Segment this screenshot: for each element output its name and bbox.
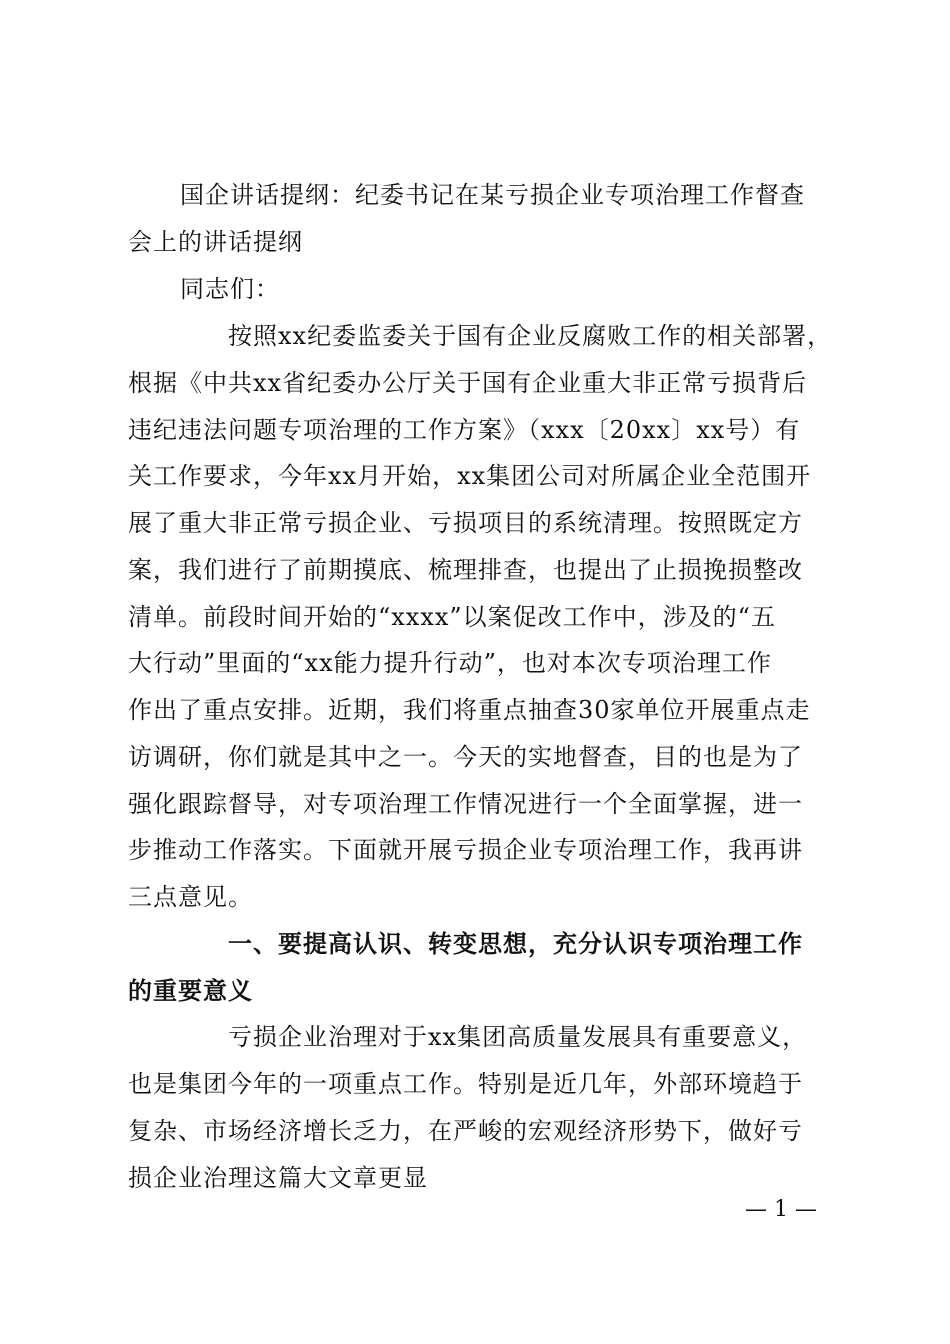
paragraph-1-line-7: 清单。前段时间开始的“xxxx”以案促改工作中，涉及的“五 — [128, 603, 776, 631]
paragraph-1-line-10: 访调研，你们就是其中之一。今天的实地督查，目的也是为了 — [128, 743, 803, 771]
paragraph-1-line-5: 展了重大非正常亏损企业、亏损项目的系统清理。按照既定方 — [128, 509, 803, 537]
paragraph-2-line-1: 亏损企业治理对于xx集团高质量发展具有重要意义， — [228, 1023, 808, 1051]
section-heading-line-1: 一、要提高认识、转变思想，充分认识专项治理工作 — [228, 929, 803, 958]
page-number: — 1 — — [745, 1197, 817, 1222]
paragraph-2-line-2: 也是集团今年的一项重点工作。特别是近几年，外部环境趋于 — [128, 1070, 803, 1098]
paragraph-1-line-8: 大行动”里面的“xx能力提升行动”，也对本次专项治理工作 — [128, 649, 772, 677]
paragraph-1-line-12: 步推动工作落实。下面就开展亏损企业专项治理工作，我再讲 — [128, 836, 803, 864]
paragraph-1-line-2: 根据《中共xx省纪委办公厅关于国有企业重大非正常亏损背后 — [128, 369, 808, 397]
paragraph-2-line-3: 复杂、市场经济增长乏力，在严峻的宏观经济形势下，做好亏 — [128, 1117, 803, 1145]
paragraph-1-line-11: 强化跟踪督导，对专项治理工作情况进行一个全面掌握，进一 — [128, 790, 803, 818]
paragraph-1-line-4: 关工作要求，今年xx月开始，xx集团公司对所属企业全范围开 — [128, 462, 812, 490]
paragraph-1-line-3: 违纪违法问题专项治理的工作方案》（xxx〔20xx〕xx号）有 — [128, 416, 801, 444]
paragraph-2-line-4: 损企业治理这篇大文章更显 — [128, 1164, 428, 1192]
title-line-1: 国企讲话提纲：纪委书记在某亏损企业专项治理工作督查 — [180, 181, 805, 209]
title-line-2: 会上的讲话提纲 — [128, 228, 303, 256]
paragraph-1-line-13: 三点意见。 — [128, 883, 253, 911]
paragraph-1-line-1: 按照xx纪委监委关于国有企业反腐败工作的相关部署， — [228, 322, 833, 350]
section-heading-line-2: 的重要意义 — [128, 976, 253, 1005]
paragraph-1-line-9: 作出了重点安排。近期，我们将重点抽查30家单位开展重点走 — [128, 696, 811, 724]
salutation: 同志们： — [180, 275, 280, 303]
paragraph-1-line-6: 案，我们进行了前期摸底、梳理排查，也提出了止损挽损整改 — [128, 556, 803, 584]
